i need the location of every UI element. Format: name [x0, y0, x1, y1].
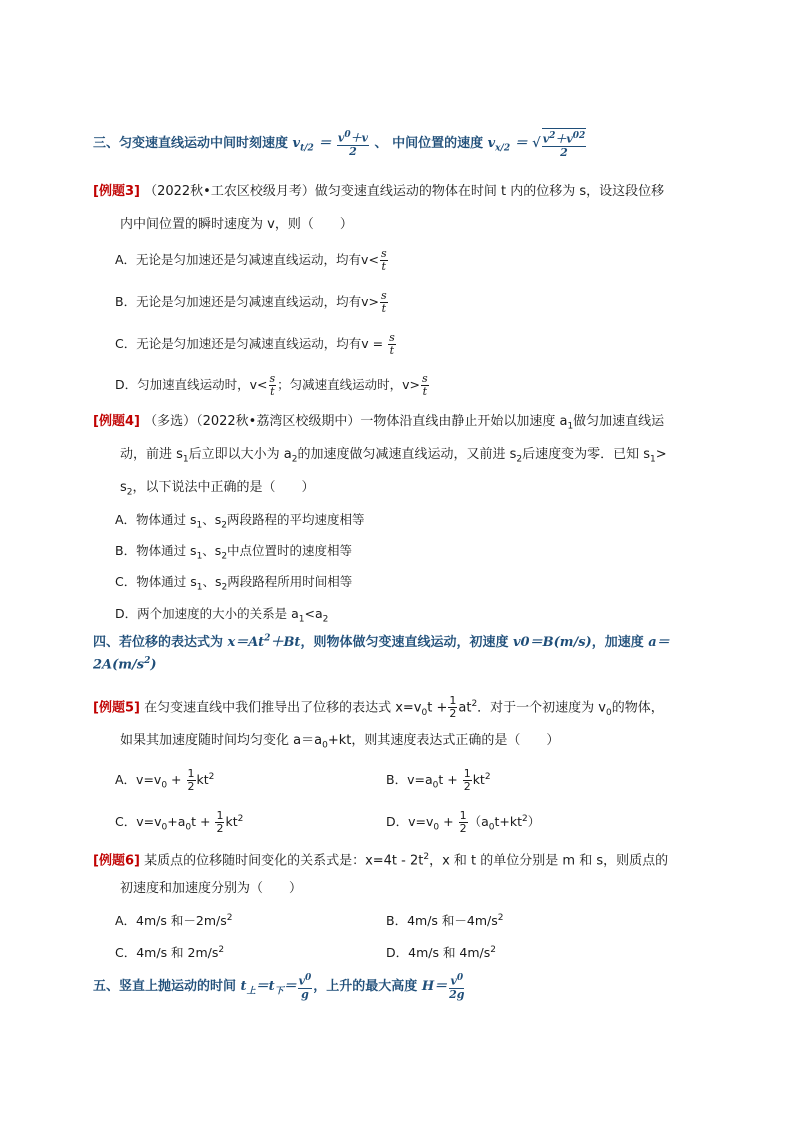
- example-5-option-d[interactable]: D．$v=v_0$ + $\frac{1}{2}$ $(a_0t+kt^2)$: [386, 809, 541, 835]
- stem: 内中间位置的瞬时速度为 v，则（ ）: [120, 217, 353, 232]
- stem: 的物体，: [611, 700, 664, 716]
- option-text: +: [171, 772, 182, 787]
- formula-height: H＝: [421, 978, 448, 994]
- option-text: A．v=v: [115, 772, 162, 787]
- fraction-s-over-t: $\frac{s}{t}$: [380, 247, 387, 273]
- example-6-option-d[interactable]: D．4m/s 和 $4m/s^2$: [386, 944, 497, 960]
- option-text: kt: [472, 772, 485, 787]
- fraction-v0sq-over-2g: $\frac{v^0}{2g}$: [449, 973, 465, 1001]
- fraction-1-over-2: $\frac{1}{2}$: [187, 767, 195, 793]
- formula: ＋Bt: [270, 635, 301, 650]
- option-text: <a: [304, 606, 323, 621]
- section-4-heading-line1: 四、若位移的表达式为 $x=At^2+Bt$，则物体做匀变速直线运动，初速度 v0＝B(m/s)，加速度 a＝: [93, 633, 670, 650]
- example-3-option-c[interactable]: [115, 332, 397, 357]
- formula-time: $t_上=t_下=$: [240, 978, 297, 997]
- fraction-s-over-t: $\frac{s}{t}$: [422, 372, 428, 398]
- example-3-option-d[interactable]: [115, 373, 430, 398]
- formula-mid-time: $v_{t/2}$: [292, 135, 314, 154]
- option-text: D．两个加速度的大小的关系是 a: [115, 606, 299, 621]
- option-text: 中点位置时的速度相等: [227, 543, 353, 558]
- example-5-stem-line2: 如果其加速度随时间均匀变化 $a=a_0+kt$，则其速度表达式正确的是（ ）: [120, 733, 560, 751]
- example-4-tag: [例题4]: [93, 414, 140, 429]
- option-text: t+kt: [494, 814, 523, 829]
- option-text: 两段路程所用时间相等: [227, 574, 353, 589]
- option-text: +: [443, 814, 454, 829]
- example-4-option-c[interactable]: C．物体通过 $s_1$、$s_2$两段路程所用时间相等: [115, 574, 353, 593]
- option-text: B．无论是匀加速还是匀减速直线运动，均有v>: [115, 294, 379, 309]
- heading-text: ，则物体做匀变速直线运动，初速度: [300, 635, 509, 650]
- stem: 做匀加速直线运: [573, 414, 665, 429]
- stem: 在匀变速直线中我们推导出了位移的表达式 x=v: [144, 700, 422, 716]
- example-5-stem-line1: [例题5] 在匀变速直线中我们推导出了位移的表达式 $x=v_0t$ + $\frac{1}{2}$ $at^2$．对于一个初速度为 $v_0$的物体，: [93, 694, 664, 721]
- heading-text: 五、竖直上抛运动的时间: [93, 978, 237, 994]
- stem: 后立即以大小为 a: [188, 447, 292, 462]
- stem: ．对于一个初速度为 v: [477, 700, 606, 716]
- fraction-1-over-2: $\frac{1}{2}$: [449, 694, 457, 721]
- stem: 如果其加速度随时间均匀变化 a＝a: [120, 733, 323, 748]
- stem: 初速度和加速度分别为（ ）: [120, 881, 303, 896]
- option-text: t +: [191, 814, 211, 829]
- option-text: +a: [167, 814, 186, 829]
- stem: at: [458, 700, 472, 716]
- example-5-option-a[interactable]: A．$v=v_0$ + $\frac{1}{2}$ $kt^2$: [115, 767, 215, 793]
- example-3-stem-line1: [93, 182, 664, 202]
- section-5-heading: [93, 972, 467, 1001]
- formula: ): [150, 657, 157, 673]
- example-4-stem-line1: [例题4] （多选）（2022秋•荔湾区校级期中）一物体沿直线由静止开始以加速度 $a_1$做匀加速直线运: [93, 414, 665, 432]
- sqrt-formula: √ $\frac{v^2+v^{02}}{2}$: [532, 128, 587, 159]
- option-text: A．物体通过 s: [115, 512, 197, 527]
- option-text: 两段路程的平均速度相等: [227, 512, 365, 527]
- example-4-stem-line3: $s_2$，以下说法中正确的是（ ）: [120, 480, 315, 498]
- option-text: ）: [527, 814, 541, 829]
- stem: 后速度变为零．已知 s: [522, 447, 651, 462]
- option-text: C．v=v: [115, 814, 162, 829]
- example-6-stem-line1: [例题6] 某质点的位移随时间变化的关系式是：$x=4t - 2t^2$，x 和 t 的单位分别是 m 和 s，则质点的: [93, 852, 669, 869]
- option-text: A．4m/s 和－2m/s: [115, 913, 227, 928]
- option-text: ；匀减速直线运动时，v>: [277, 377, 421, 392]
- fraction-s-over-t: $\frac{s}{t}$: [269, 372, 276, 398]
- stem: 某质点的位移随时间变化的关系式是：x=4t - 2t: [144, 853, 424, 869]
- fraction-1-over-2: $\frac{1}{2}$: [459, 809, 467, 835]
- heading-text: ，加速度: [591, 635, 644, 650]
- option-text: 、s: [202, 574, 222, 589]
- stem: t +: [427, 700, 448, 716]
- stem: s: [120, 480, 127, 495]
- example-6-option-b[interactable]: B．4m/s 和$-4m/s^2$: [386, 912, 504, 928]
- stem: +kt，则其速度表达式正确的是（ ）: [327, 733, 560, 748]
- fraction-1-over-2: $\frac{1}{2}$: [216, 809, 224, 835]
- example-3-option-b[interactable]: [115, 290, 389, 315]
- formula: x＝At: [227, 635, 265, 650]
- example-4-option-d[interactable]: D．两个加速度的大小的关系是 $a_1<a_2$: [115, 606, 329, 625]
- option-text: 、s: [202, 543, 222, 558]
- fraction-v0-over-g: $\frac{v^0}{g}$: [298, 973, 312, 1001]
- stem: >: [655, 447, 667, 462]
- option-text: D．v=v: [386, 814, 434, 829]
- formula-mid-pos: $v_{x/2}$ ＝: [487, 135, 528, 154]
- fraction-s-over-t: $\frac{s}{t}$: [380, 289, 387, 315]
- option-text: B．4m/s 和－4m/s: [386, 913, 498, 928]
- option-text: C．4m/s 和 2m/s: [115, 945, 219, 960]
- option-text: C．物体通过 s: [115, 574, 197, 589]
- heading-text: ，上升的最大高度: [313, 978, 418, 994]
- example-3-option-a[interactable]: [115, 248, 389, 273]
- option-text: D．4m/s 和 4m/s: [386, 945, 491, 960]
- example-5-option-c[interactable]: C．$v=v_0+a_0t$ + $\frac{1}{2}$ $kt^2$: [115, 809, 244, 835]
- example-5-option-b[interactable]: B．$v=a_0t$ + $\frac{1}{2}$ $kt^2$: [386, 767, 491, 793]
- section-3-title: 三、匀变速直线运动中间时刻速度: [93, 135, 289, 151]
- section-3-title-2: 中间位置的速度: [392, 135, 484, 151]
- fraction-s-over-t: $\frac{s}{t}$: [389, 331, 395, 357]
- option-text: A．无论是匀加速还是匀减速直线运动，均有v<: [115, 252, 379, 267]
- option-text: D．匀加速直线运动时，v<: [115, 377, 268, 392]
- section-4-heading-line2: $2A(m/s^2)$: [93, 656, 157, 673]
- option-text: （a: [468, 814, 489, 829]
- example-4-option-b[interactable]: B．物体通过 $s_1$、$s_2$中点位置时的速度相等: [115, 543, 353, 562]
- example-4-stem-line2: 动，前进 $s_1$后立即以大小为 $a_2$的加速度做匀减速直线运动，又前进 $s_2$后速度变为零．已知 $s_1>$: [120, 447, 667, 465]
- option-text: B．v=a: [386, 772, 433, 787]
- option-text: 、s: [202, 512, 222, 527]
- example-3-tag: [例题3]: [93, 184, 140, 199]
- stem: （2022秋•工农区校级月考）做匀变速直线运动的物体在时间 t 内的位移为 s，设这段位移: [144, 184, 665, 199]
- example-6-tag: [例题6]: [93, 853, 140, 869]
- fraction-v0-plus-v-over-2: $\frac{v^0+v}{2}$: [337, 130, 368, 158]
- stem: ，以下说法中正确的是（ ）: [132, 480, 315, 495]
- formula: v0＝B(m/s): [512, 635, 592, 650]
- section-3-heading: 三、匀变速直线运动中间时刻速度 $v_{t/2}$ ＝ $\frac{v^0+v}{2}$ 、 中间位置的速度 $v_{x/2}$ ＝ √ $\frac{v^2+v^{02}}{2}$: [93, 130, 586, 159]
- option-text: kt: [196, 772, 209, 787]
- stem: （多选）（2022秋•荔湾区校级期中）一物体沿直线由静止开始以加速度 a: [144, 414, 568, 429]
- example-5-tag: [例题5]: [93, 700, 140, 716]
- sep: 、: [374, 135, 388, 151]
- fraction-1-over-2: $\frac{1}{2}$: [463, 767, 471, 793]
- formula: a＝: [648, 635, 670, 650]
- option-text: B．物体通过 s: [115, 543, 197, 558]
- stem: ，x 和 t 的单位分别是 m 和 s，则质点的: [429, 853, 669, 869]
- example-6-stem-line2: [120, 879, 302, 899]
- heading-text: 四、若位移的表达式为: [93, 635, 224, 650]
- example-6-option-c[interactable]: C．4m/s 和 $2m/s^2$: [115, 944, 225, 960]
- stem: 动，前进 s: [120, 447, 183, 462]
- example-3-stem-line2: [120, 215, 353, 235]
- option-text: C．无论是匀加速还是匀减速直线运动，均有v =: [115, 336, 384, 351]
- option-text: t +: [438, 772, 458, 787]
- option-text: kt: [225, 814, 238, 829]
- formula: 2A(m/s: [93, 657, 145, 673]
- stem: 的加速度做匀减速直线运动，又前进 s: [297, 447, 517, 462]
- example-4-option-a[interactable]: A．物体通过 $s_1$、$s_2$两段路程的平均速度相等: [115, 512, 365, 531]
- example-6-option-a[interactable]: A．4m/s 和$-2m/s^2$: [115, 912, 233, 928]
